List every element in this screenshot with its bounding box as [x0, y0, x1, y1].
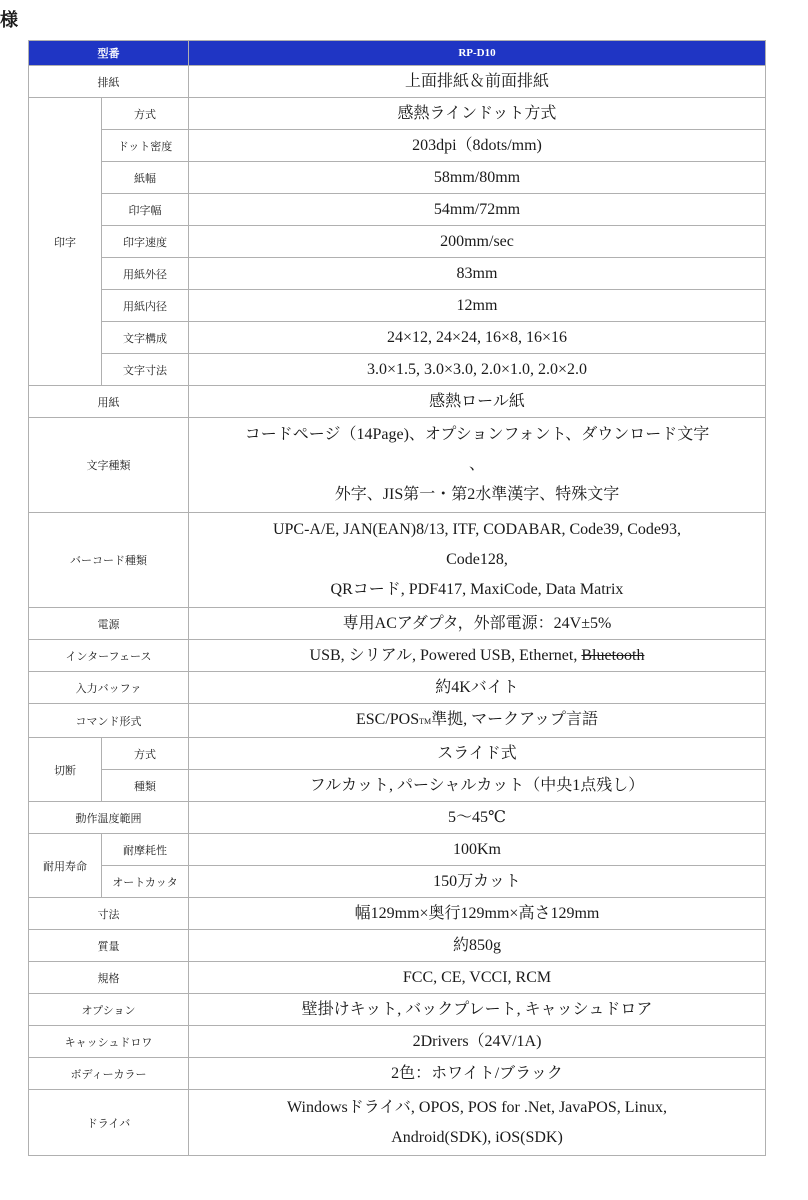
char-types-line-3: 外字、JIS第一・第2水準漢字、特殊文字 — [334, 486, 620, 503]
sub-label-paper-width: 紙幅 — [102, 162, 189, 194]
row-label-temp: 動作温度範囲 — [29, 802, 189, 834]
header-row — [29, 41, 766, 66]
interface-struck-text: Bluetooth — [581, 647, 645, 664]
row-value-weight: 約850g — [189, 930, 766, 962]
barcode-line-3: QRコード, PDF417, MaxiCode, Data Matrix — [330, 581, 624, 598]
trademark-mark: TM — [419, 717, 432, 726]
driver-line-1: Windowsドライバ, OPOS, POS for .Net, JavaPOS, Linux, — [287, 1098, 667, 1116]
model-label: 型番 — [29, 41, 189, 66]
row-value-interface — [189, 640, 766, 672]
table-row — [29, 608, 766, 640]
sub-label-roll-inner: 用紙内径 — [102, 290, 189, 322]
row-value-dimensions: 幅129mm×奥行129mm×高さ129mm — [189, 898, 766, 930]
table-row — [29, 162, 766, 194]
sub-label-char-size: 文字寸法 — [102, 354, 189, 386]
row-value-char-config: 24×12, 24×24, 16×8, 16×16 — [189, 322, 766, 354]
interface-value-text: USB, シリアル, Powered USB, Ethernet, — [309, 647, 578, 664]
command-value-b: 準拠, マークアップ言語 — [431, 711, 599, 728]
row-value-autocutter: 150万カット — [189, 866, 766, 898]
row-value-roll-outer: 83mm — [189, 258, 766, 290]
row-value-standards: FCC, CE, VCCI, RCM — [189, 962, 766, 994]
table-row — [29, 1058, 766, 1090]
row-label-barcode: バーコード種類 — [29, 513, 189, 608]
barcode-line-1: UPC-A/E, JAN(EAN)8/13, ITF, CODABAR, Code39, Code93, — [272, 521, 682, 538]
row-value-cash-drawer: 2Drivers（24V/1A) — [189, 1026, 766, 1058]
table-row — [29, 194, 766, 226]
sub-label-autocutter: オートカッタ — [102, 866, 189, 898]
row-value-roll-inner: 12mm — [189, 290, 766, 322]
row-value-body-color: 2色：ホワイト/ブラック — [189, 1058, 766, 1090]
row-value-barcode — [189, 513, 766, 608]
row-value-char-types — [189, 418, 766, 513]
row-value-dot-density: 203dpi（8dots/mm) — [189, 130, 766, 162]
table-row — [29, 770, 766, 802]
table-row — [29, 1026, 766, 1058]
row-label-cutter: 切断 — [29, 738, 102, 802]
row-label-command: コマンド形式 — [29, 704, 189, 738]
sub-label-dot-density: ドット密度 — [102, 130, 189, 162]
row-value-temp: 5〜45℃ — [189, 802, 766, 834]
row-value-driver — [189, 1090, 766, 1156]
table-row — [29, 290, 766, 322]
table-row — [29, 834, 766, 866]
driver-line-2: Android(SDK), iOS(SDK) — [391, 1128, 563, 1146]
row-value-print-width: 54mm/72mm — [189, 194, 766, 226]
row-value-print-speed: 200mm/sec — [189, 226, 766, 258]
table-row — [29, 898, 766, 930]
table-row — [29, 672, 766, 704]
table-row — [29, 994, 766, 1026]
model-value: RP-D10 — [189, 41, 766, 66]
row-value-method: 感熱ラインドット方式 — [189, 98, 766, 130]
sub-label-print-width: 印字幅 — [102, 194, 189, 226]
table-row — [29, 962, 766, 994]
row-label-printing: 印字 — [29, 98, 102, 386]
row-label-input-buffer: 入力バッファ — [29, 672, 189, 704]
row-label-driver: ドライバ — [29, 1090, 189, 1156]
barcode-line-2: Code128, — [446, 551, 508, 568]
row-label-interface: インターフェース — [29, 640, 189, 672]
char-types-line-1: コードページ（14Page)、オプションフォント、ダウンロード文字 — [244, 426, 710, 443]
table-row — [29, 704, 766, 738]
row-value-input-buffer: 約4Kバイト — [189, 672, 766, 704]
row-value-command — [189, 704, 766, 738]
sub-label-cutter-type: 種類 — [102, 770, 189, 802]
table-row — [29, 802, 766, 834]
table-row — [29, 738, 766, 770]
sub-label-roll-outer: 用紙外径 — [102, 258, 189, 290]
row-label-standards: 規格 — [29, 962, 189, 994]
row-label-char-types: 文字種類 — [29, 418, 189, 513]
row-value-cutter-type: フルカット, パーシャルカット（中央1点残し） — [189, 770, 766, 802]
row-value-options: 壁掛けキット, バックプレート, キャッシュドロア — [189, 994, 766, 1026]
row-label-dimensions: 寸法 — [29, 898, 189, 930]
sub-label-cutter-method: 方式 — [102, 738, 189, 770]
sub-label-wear: 耐摩耗性 — [102, 834, 189, 866]
row-label-options: オプション — [29, 994, 189, 1026]
table-row — [29, 418, 766, 513]
table-row — [29, 930, 766, 962]
table-row — [29, 640, 766, 672]
table-row — [29, 98, 766, 130]
row-value-paper-width: 58mm/80mm — [189, 162, 766, 194]
char-types-line-2: 、 — [468, 456, 485, 473]
row-value-paper-exit: 上面排紙＆前面排紙 — [189, 66, 766, 98]
row-value-wear: 100Km — [189, 834, 766, 866]
row-value-cutter-method: スライド式 — [189, 738, 766, 770]
row-label-paper-exit: 排紙 — [29, 66, 189, 98]
row-value-power: 専用ACアダプタ，外部電源：24V±5% — [189, 608, 766, 640]
table-row — [29, 130, 766, 162]
row-value-paper: 感熱ロール紙 — [189, 386, 766, 418]
row-label-paper: 用紙 — [29, 386, 189, 418]
table-row — [29, 866, 766, 898]
table-row — [29, 226, 766, 258]
table-row — [29, 513, 766, 608]
sub-label-method: 方式 — [102, 98, 189, 130]
table-row — [29, 1090, 766, 1156]
page-heading: 様 — [0, 10, 18, 31]
spec-table — [28, 40, 766, 1156]
table-row — [29, 386, 766, 418]
row-label-power: 電源 — [29, 608, 189, 640]
table-row — [29, 354, 766, 386]
table-row — [29, 258, 766, 290]
row-label-durability: 耐用寿命 — [29, 834, 102, 898]
sub-label-print-speed: 印字速度 — [102, 226, 189, 258]
command-value-a: ESC/POS — [355, 711, 420, 728]
table-row — [29, 66, 766, 98]
sub-label-char-config: 文字構成 — [102, 322, 189, 354]
row-label-cash-drawer: キャッシュドロワ — [29, 1026, 189, 1058]
row-value-char-size: 3.0×1.5, 3.0×3.0, 2.0×1.0, 2.0×2.0 — [189, 354, 766, 386]
row-label-weight: 質量 — [29, 930, 189, 962]
table-row — [29, 322, 766, 354]
row-label-body-color: ボディーカラー — [29, 1058, 189, 1090]
